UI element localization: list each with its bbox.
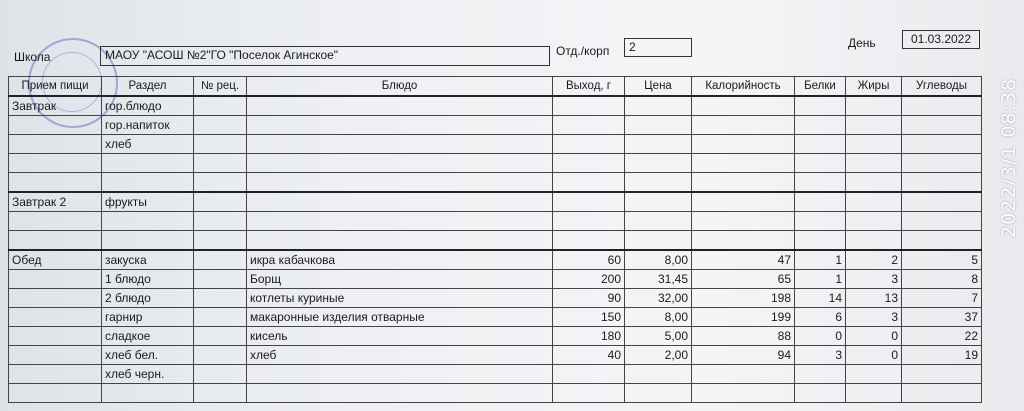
cell-fat (846, 365, 902, 384)
table-row (9, 270, 982, 289)
cell-price: 8,00 (625, 308, 692, 327)
cell-fat (846, 384, 902, 403)
cell-rec (194, 116, 247, 135)
column-header: Выход, г (553, 77, 625, 97)
cell-section (102, 154, 194, 173)
column-header: Раздел (102, 77, 194, 97)
table-row (9, 116, 982, 135)
cell-cal (692, 231, 795, 251)
cell-meal: Обед (9, 250, 102, 270)
cell-dish: котлеты куриные (247, 289, 553, 308)
cell-meal (9, 327, 102, 346)
cell-fat: 3 (846, 270, 902, 289)
cell-section: закуска (102, 250, 194, 270)
cell-dish (247, 192, 553, 212)
cell-fat (846, 192, 902, 212)
cell-price (625, 135, 692, 154)
cell-carb: 22 (902, 327, 982, 346)
cell-meal (9, 365, 102, 384)
cell-carb (902, 212, 982, 231)
cell-out (553, 96, 625, 116)
cell-out (553, 192, 625, 212)
cell-dish (247, 154, 553, 173)
photo-timestamp: 2022/3/1 08:38 (998, 77, 1020, 238)
table-row (9, 212, 982, 231)
cell-rec (194, 327, 247, 346)
cell-section (102, 212, 194, 231)
cell-price: 8,00 (625, 250, 692, 270)
column-header: Калорийность (692, 77, 795, 97)
cell-price (625, 365, 692, 384)
day-field: 01.03.2022 (902, 30, 980, 49)
cell-carb (902, 365, 982, 384)
cell-prot (795, 154, 846, 173)
table-row (9, 154, 982, 173)
table-row (9, 231, 982, 251)
cell-carb: 7 (902, 289, 982, 308)
cell-fat: 3 (846, 308, 902, 327)
cell-price: 2,00 (625, 346, 692, 365)
cell-cal (692, 173, 795, 193)
cell-out: 150 (553, 308, 625, 327)
cell-out (553, 116, 625, 135)
cell-cal (692, 96, 795, 116)
cell-section: гор.блюдо (102, 96, 194, 116)
cell-rec (194, 96, 247, 116)
cell-out: 60 (553, 250, 625, 270)
dept-label: Отд./корп (556, 44, 610, 58)
cell-meal (9, 231, 102, 251)
table-row (9, 327, 982, 346)
column-header: № рец. (194, 77, 247, 97)
cell-cal: 47 (692, 250, 795, 270)
cell-section: фрукты (102, 192, 194, 212)
cell-dish: хлеб (247, 346, 553, 365)
cell-fat (846, 154, 902, 173)
cell-cal: 199 (692, 308, 795, 327)
table-header-row (9, 77, 982, 97)
cell-rec (194, 173, 247, 193)
cell-prot: 3 (795, 346, 846, 365)
cell-price: 5,00 (625, 327, 692, 346)
table-row (9, 135, 982, 154)
cell-dish: кисель (247, 327, 553, 346)
cell-dish: макаронные изделия отварные (247, 308, 553, 327)
cell-cal (692, 116, 795, 135)
cell-fat: 13 (846, 289, 902, 308)
cell-section (102, 173, 194, 193)
cell-dish (247, 231, 553, 251)
column-header: Белки (795, 77, 846, 97)
cell-price (625, 192, 692, 212)
cell-cal (692, 212, 795, 231)
cell-price: 32,00 (625, 289, 692, 308)
school-label: Школа (14, 50, 51, 64)
cell-fat (846, 212, 902, 231)
cell-prot: 14 (795, 289, 846, 308)
cell-prot (795, 173, 846, 193)
cell-section (102, 231, 194, 251)
cell-cal: 88 (692, 327, 795, 346)
cell-section: хлеб бел. (102, 346, 194, 365)
cell-section: сладкое (102, 327, 194, 346)
cell-section: гарнир (102, 308, 194, 327)
cell-cal (692, 365, 795, 384)
cell-section: 1 блюдо (102, 270, 194, 289)
cell-carb: 37 (902, 308, 982, 327)
column-header: Прием пищи (9, 77, 102, 97)
cell-rec (194, 192, 247, 212)
cell-price (625, 173, 692, 193)
cell-out (553, 231, 625, 251)
cell-out (553, 384, 625, 403)
cell-fat (846, 96, 902, 116)
cell-meal (9, 346, 102, 365)
cell-out: 200 (553, 270, 625, 289)
cell-meal (9, 212, 102, 231)
cell-prot: 1 (795, 250, 846, 270)
column-header: Жиры (846, 77, 902, 97)
menu-table (8, 76, 982, 403)
cell-fat (846, 116, 902, 135)
cell-dish (247, 384, 553, 403)
cell-prot: 0 (795, 327, 846, 346)
cell-dish (247, 365, 553, 384)
cell-prot (795, 231, 846, 251)
cell-rec (194, 384, 247, 403)
cell-cal: 65 (692, 270, 795, 289)
cell-meal (9, 173, 102, 193)
cell-carb (902, 154, 982, 173)
cell-fat: 0 (846, 346, 902, 365)
cell-dish: икра кабачкова (247, 250, 553, 270)
cell-out (553, 365, 625, 384)
cell-rec (194, 308, 247, 327)
cell-price (625, 212, 692, 231)
cell-out (553, 212, 625, 231)
cell-rec (194, 212, 247, 231)
cell-dish (247, 135, 553, 154)
cell-section: хлеб (102, 135, 194, 154)
cell-meal (9, 154, 102, 173)
cell-fat (846, 135, 902, 154)
cell-rec (194, 365, 247, 384)
cell-dish (247, 116, 553, 135)
cell-meal: Завтрак 2 (9, 192, 102, 212)
cell-price (625, 231, 692, 251)
column-header: Углеводы (902, 77, 982, 97)
cell-out: 90 (553, 289, 625, 308)
cell-meal (9, 116, 102, 135)
cell-fat: 0 (846, 327, 902, 346)
cell-fat (846, 231, 902, 251)
cell-cal: 198 (692, 289, 795, 308)
cell-cal: 94 (692, 346, 795, 365)
cell-price (625, 116, 692, 135)
table-row (9, 96, 982, 116)
cell-out: 180 (553, 327, 625, 346)
cell-meal (9, 308, 102, 327)
cell-dish: Борщ (247, 270, 553, 289)
cell-carb: 5 (902, 250, 982, 270)
table-row (9, 250, 982, 270)
cell-prot (795, 192, 846, 212)
cell-carb (902, 192, 982, 212)
cell-rec (194, 250, 247, 270)
school-name-field: МАОУ "АСОШ №2"ГО "Поселок Агинское" (100, 46, 550, 66)
cell-prot (795, 116, 846, 135)
cell-carb (902, 384, 982, 403)
table-row (9, 173, 982, 193)
column-header: Блюдо (247, 77, 553, 97)
column-header: Цена (625, 77, 692, 97)
cell-dish (247, 212, 553, 231)
cell-price (625, 154, 692, 173)
cell-prot (795, 384, 846, 403)
cell-carb (902, 173, 982, 193)
cell-rec (194, 154, 247, 173)
cell-carb (902, 116, 982, 135)
cell-meal (9, 289, 102, 308)
cell-meal (9, 270, 102, 289)
dept-field: 2 (624, 38, 692, 57)
cell-out (553, 173, 625, 193)
cell-cal (692, 384, 795, 403)
day-label: День (848, 36, 876, 50)
cell-section: гор.напиток (102, 116, 194, 135)
table-row (9, 365, 982, 384)
cell-carb: 19 (902, 346, 982, 365)
cell-rec (194, 346, 247, 365)
cell-meal (9, 135, 102, 154)
table-body (9, 96, 982, 403)
cell-prot: 1 (795, 270, 846, 289)
cell-out (553, 135, 625, 154)
cell-meal: Завтрак (9, 96, 102, 116)
cell-section: хлеб черн. (102, 365, 194, 384)
cell-carb (902, 231, 982, 251)
table-row (9, 384, 982, 403)
cell-rec (194, 135, 247, 154)
cell-out (553, 154, 625, 173)
cell-dish (247, 173, 553, 193)
table-row (9, 308, 982, 327)
cell-price (625, 96, 692, 116)
table-row (9, 289, 982, 308)
cell-fat (846, 173, 902, 193)
cell-carb (902, 96, 982, 116)
cell-prot (795, 365, 846, 384)
cell-rec (194, 231, 247, 251)
cell-section (102, 384, 194, 403)
cell-prot: 6 (795, 308, 846, 327)
cell-meal (9, 384, 102, 403)
cell-cal (692, 192, 795, 212)
cell-prot (795, 96, 846, 116)
cell-prot (795, 135, 846, 154)
cell-price: 31,45 (625, 270, 692, 289)
cell-carb: 8 (902, 270, 982, 289)
table-row (9, 346, 982, 365)
cell-prot (795, 212, 846, 231)
cell-out: 40 (553, 346, 625, 365)
cell-cal (692, 135, 795, 154)
cell-rec (194, 270, 247, 289)
cell-cal (692, 154, 795, 173)
cell-rec (194, 289, 247, 308)
cell-section: 2 блюдо (102, 289, 194, 308)
cell-carb (902, 135, 982, 154)
cell-price (625, 384, 692, 403)
cell-fat: 2 (846, 250, 902, 270)
cell-dish (247, 96, 553, 116)
table-row (9, 192, 982, 212)
